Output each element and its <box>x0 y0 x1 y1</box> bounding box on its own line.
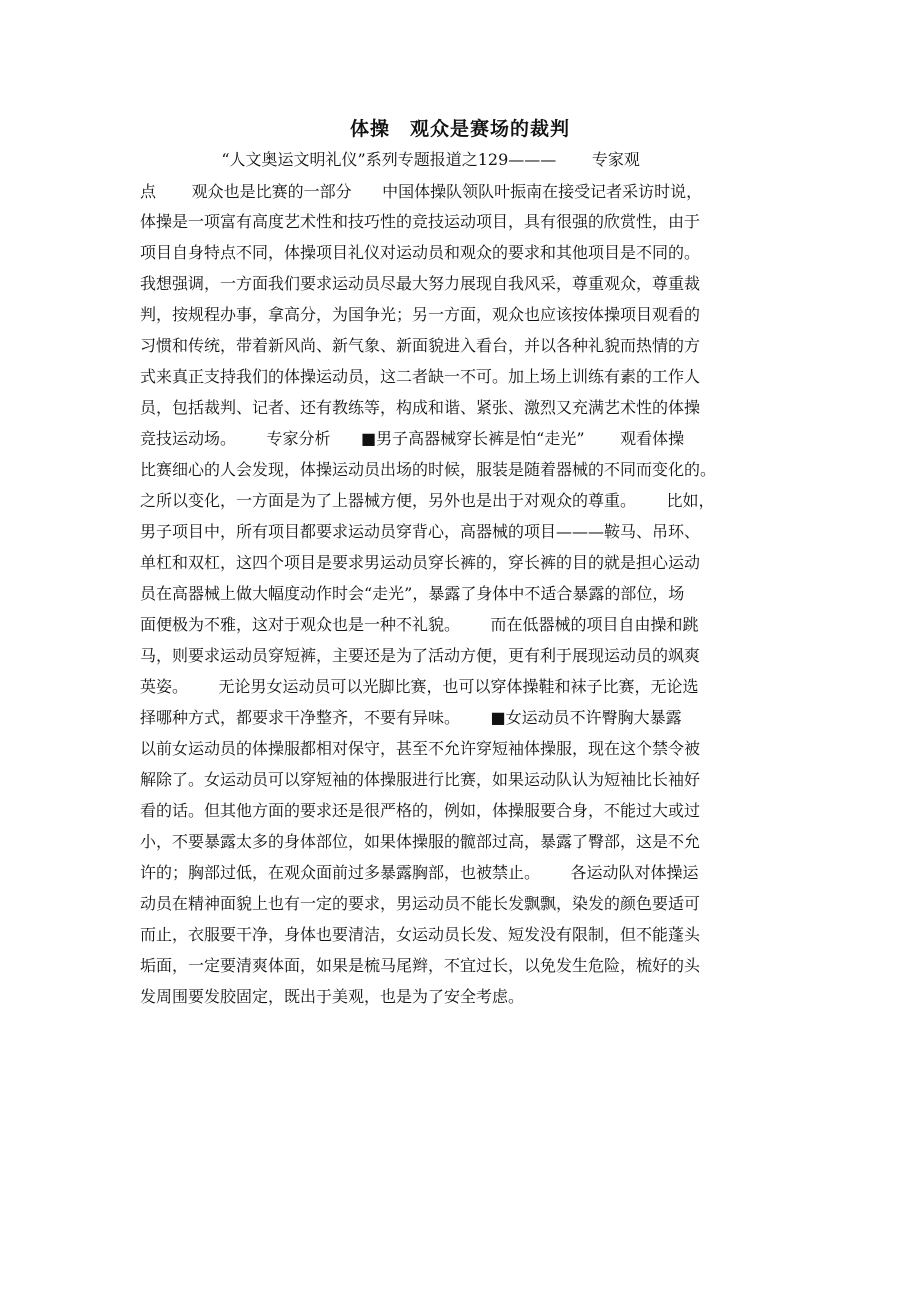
body-line: 择哪种方式，都要求干净整齐，不要有异味。 ■女运动员不许臀胸大暴露 <box>140 708 682 727</box>
body-line: 习惯和传统，带着新风尚、新气象、新面貌进入看台，并以各种礼貌而热情的方 <box>140 336 701 355</box>
body-line: 看的话。但其他方面的要求还是很严格的，例如，体操服要合身，不能过大或过 <box>140 801 701 820</box>
document-title: 体操 观众是赛场的裁判 <box>349 118 570 140</box>
body-line: 式来真正支持我们的体操运动员，这二者缺一不可。加上场上训练有素的工作人 <box>140 367 701 386</box>
body-line: 单杠和双杠，这四个项目是要求男运动员穿长裤的，穿长裤的目的就是担心运动 <box>140 553 701 572</box>
body-line: 竞技运动场。 专家分析 ■男子高器械穿长裤是怕“走光” 观看体操 <box>140 429 685 448</box>
body-line: 项目自身特点不同，体操项目礼仪对运动员和观众的要求和其他项目是不同的。 <box>140 243 701 262</box>
body-line: 垢面，一定要清爽体面，如果是梳马尾辫，不宜过长，以免发生危险，梳好的头 <box>140 956 701 975</box>
body-line: 马，则要求运动员穿短裤，主要还是为了活动方便，更有利于展现运动员的飒爽 <box>140 646 701 665</box>
body-line: 体操是一项富有高度艺术性和技巧性的竞技运动项目，具有很强的欣赏性，由于 <box>140 212 701 231</box>
body-line: 小，不要暴露太多的身体部位，如果体操服的髋部过高，暴露了臀部，这是不允 <box>140 832 701 851</box>
body-line: 判，按规程办事，拿高分，为国争光；另一方面，观众也应该按体操项目观看的 <box>140 305 701 324</box>
body-line: 发周围要发胶固定，既出于美观，也是为了安全考虑。 <box>140 987 525 1006</box>
body-line: 男子项目中，所有项目都要求运动员穿背心，高器械的项目———鞍马、吊环、 <box>140 522 701 541</box>
body-line: 动员在精神面貌上也有一定的要求，男运动员不能长发飘飘，染发的颜色要适可 <box>140 894 701 913</box>
body-line: 英姿。 无论男女运动员可以光脚比赛，也可以穿体操鞋和袜子比赛，无论选 <box>140 677 699 696</box>
body-line: 之所以变化，一方面是为了上器械方便，另外也是出于对观众的尊重。 比如， <box>140 491 715 510</box>
body-line: 我想强调，一方面我们要求运动员尽最大努力展现自我风采，尊重观众，尊重裁 <box>140 274 701 293</box>
body-line: 员，包括裁判、记者、还有教练等，构成和谐、紧张、激烈又充满艺术性的体操 <box>140 398 701 417</box>
body-line: 以前女运动员的体操服都相对保守，甚至不允许穿短袖体操服，现在这个禁令被 <box>140 739 701 758</box>
body-line: 比赛细心的人会发现，体操运动员出场的时候，服装是随着器械的不同而变化的。 <box>140 460 717 479</box>
body-line: 而止，衣服要干净，身体也要清洁，女运动员长发、短发没有限制，但不能蓬头 <box>140 925 701 944</box>
body-line: 许的；胸部过低，在观众面前过多暴露胸部，也被禁止。 各运动队对体操运 <box>140 863 699 882</box>
body-line: 点 观众也是比赛的一部分 中国体操队领队叶振南在接受记者采访时说， <box>140 182 703 201</box>
body-line: 面便极为不雅，这对于观众也是一种不礼貌。 而在低器械的项目自由操和跳 <box>140 615 699 634</box>
body-line: 解除了。女运动员可以穿短袖的体操服进行比赛，如果运动队认为短袖比长袖好 <box>140 770 701 789</box>
body-line: 员在高器械上做大幅度动作时会“走光”，暴露了身体中不适合暴露的部位，场 <box>140 584 685 603</box>
body-line: “人文奥运文明礼仪”系列专题报道之129——— 专家观 <box>140 150 640 169</box>
